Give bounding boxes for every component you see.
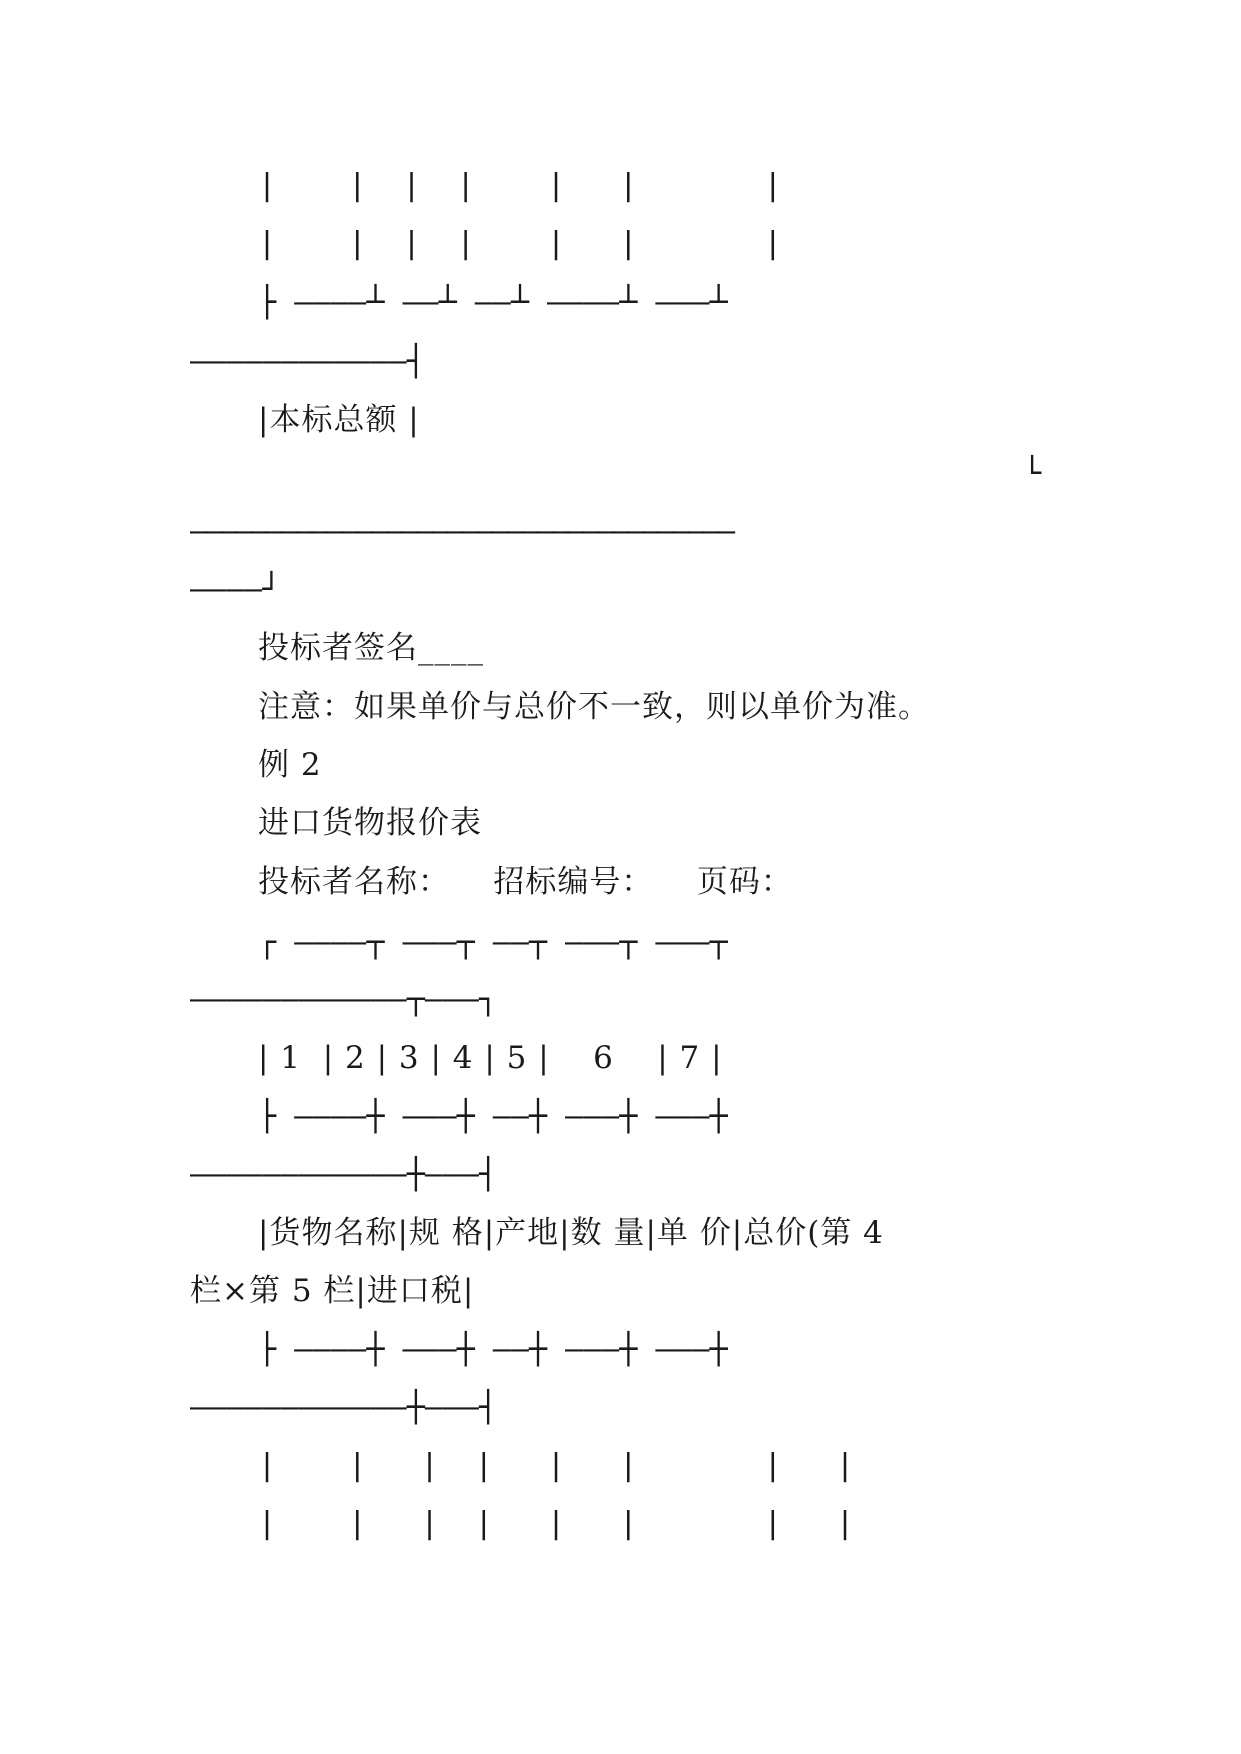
table-column-headers: |货物名称|规 格|产地|数 量|单 价|总价(第 4	[258, 1215, 884, 1251]
table-rule-line: ————————————┤	[190, 344, 425, 379]
table-rule-line: ├ ————┴ ——┴ ——┴ ————┴ ———┴	[258, 285, 728, 320]
table-rule-line: | | | | | | |	[258, 168, 782, 203]
total-amount-row: |本标总额 |	[258, 402, 420, 438]
table-rule-line: ┌ ————┬ ———┬ ——┬ ———┬ ———┬	[258, 925, 728, 960]
example-heading: 例 2	[258, 747, 322, 783]
table-rule-line: ————————————┼———┤	[190, 1157, 498, 1192]
table-rule-line: | | | | | | |	[258, 226, 782, 261]
table-column-numbers: | 1 | 2 | 3 | 4 | 5 | 6 | 7 |	[258, 1040, 723, 1076]
table-rule-line: ├ ————┼ ———┼ ——┼ ———┼ ———┼	[258, 1332, 728, 1367]
table-rule-line: ————┘	[190, 572, 281, 607]
note-text: 注意：如果单价与总价不一致，则以单价为准。	[258, 689, 930, 725]
table-corner: └	[1023, 456, 1042, 491]
table-header-fields: 投标者名称： 招标编号： 页码：	[258, 864, 793, 900]
table-empty-row: | | | | | | | |	[258, 1506, 855, 1541]
table-empty-row: | | | | | | | |	[258, 1448, 855, 1483]
table-column-headers-continued: 栏×第 5 栏|进口税|	[190, 1273, 475, 1309]
table-rule-line: ————————————┼———┤	[190, 1390, 498, 1425]
bidder-signature-line: 投标者签名____	[258, 630, 484, 666]
table-rule-line: ————————————┬———┐	[190, 982, 498, 1017]
table-title: 进口货物报价表	[258, 805, 482, 841]
table-rule-line: ————————————————————————————————————	[190, 514, 733, 549]
table-rule-line: ├ ————┼ ———┼ ——┼ ———┼ ———┼	[258, 1099, 728, 1134]
